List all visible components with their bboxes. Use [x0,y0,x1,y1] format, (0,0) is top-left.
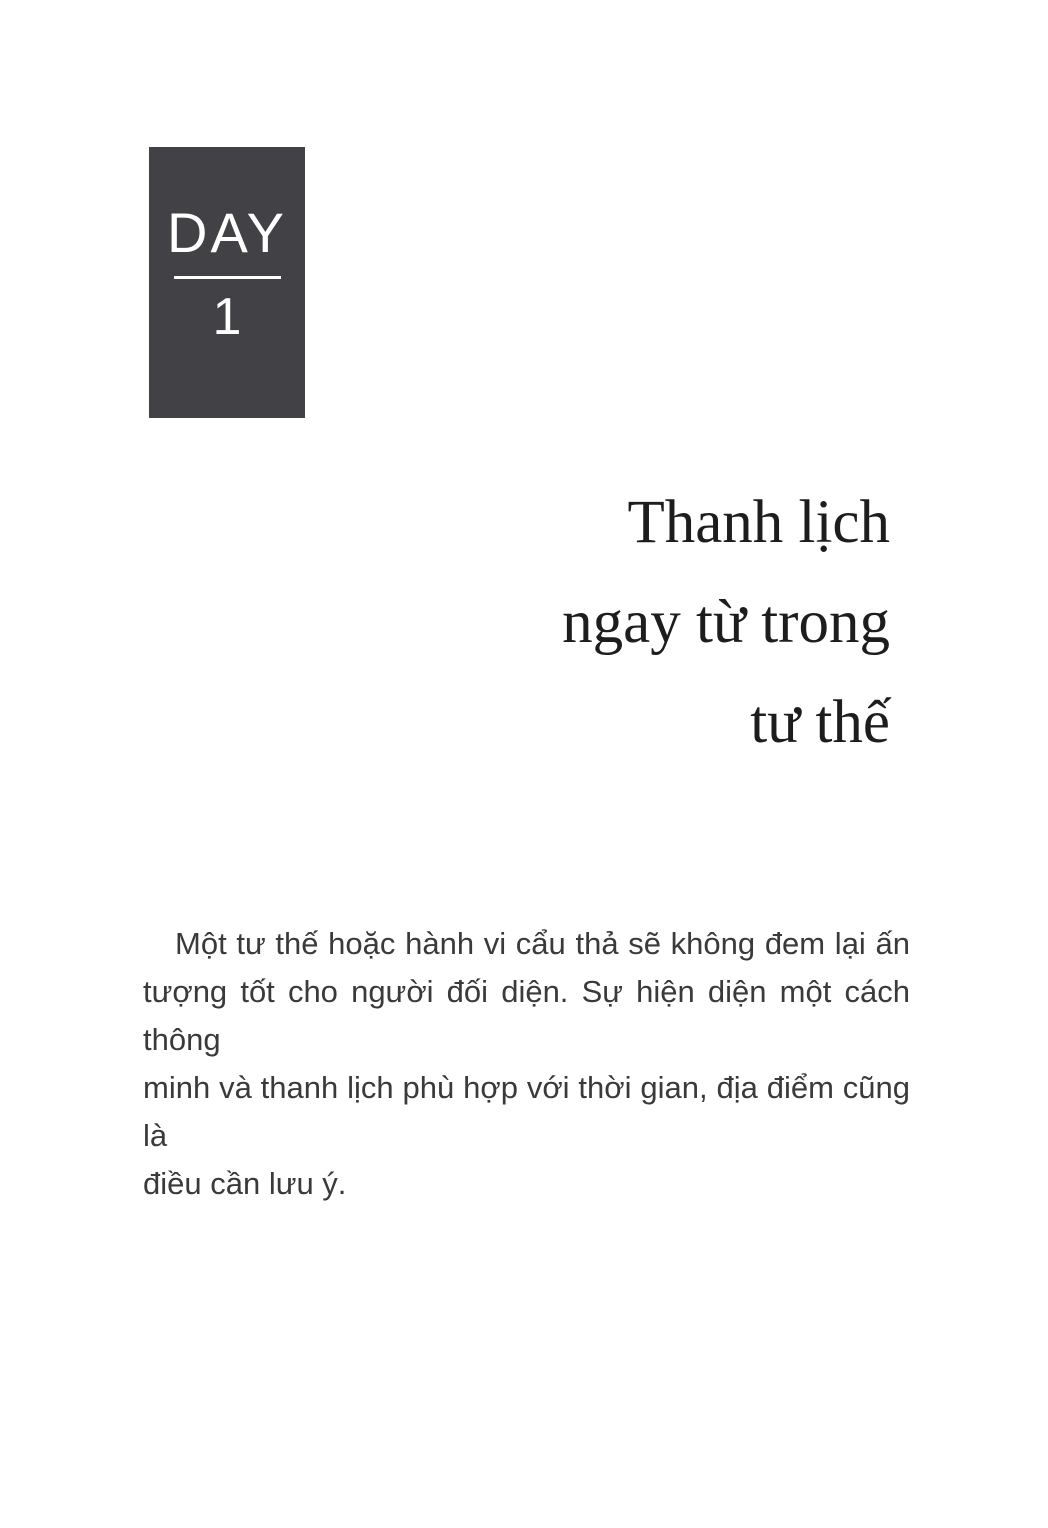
paragraph-line: điều cần lưu ý. [143,1166,347,1201]
chapter-title-line: Thanh lịch [627,489,890,556]
day-badge-divider [174,276,281,279]
paragraph-line: minh và thanh lịch phù hợp với thời gian, địa điểm cũng là [143,1070,910,1153]
day-badge-label: DAY [167,201,287,264]
day-badge-number: 1 [212,288,242,346]
chapter-title [270,473,890,773]
chapter-title-line: ngay từ trong [562,589,890,656]
chapter-title-line: tư thế [750,689,890,756]
chapter-intro-paragraph [143,920,910,1208]
day-badge [149,147,305,418]
paragraph-line: tượng tốt cho người đối diện. Sự hiện diện một cách thông [143,974,910,1057]
paragraph-line: Một tư thế hoặc hành vi cẩu thả sẽ không đem lại ấn [175,926,910,961]
